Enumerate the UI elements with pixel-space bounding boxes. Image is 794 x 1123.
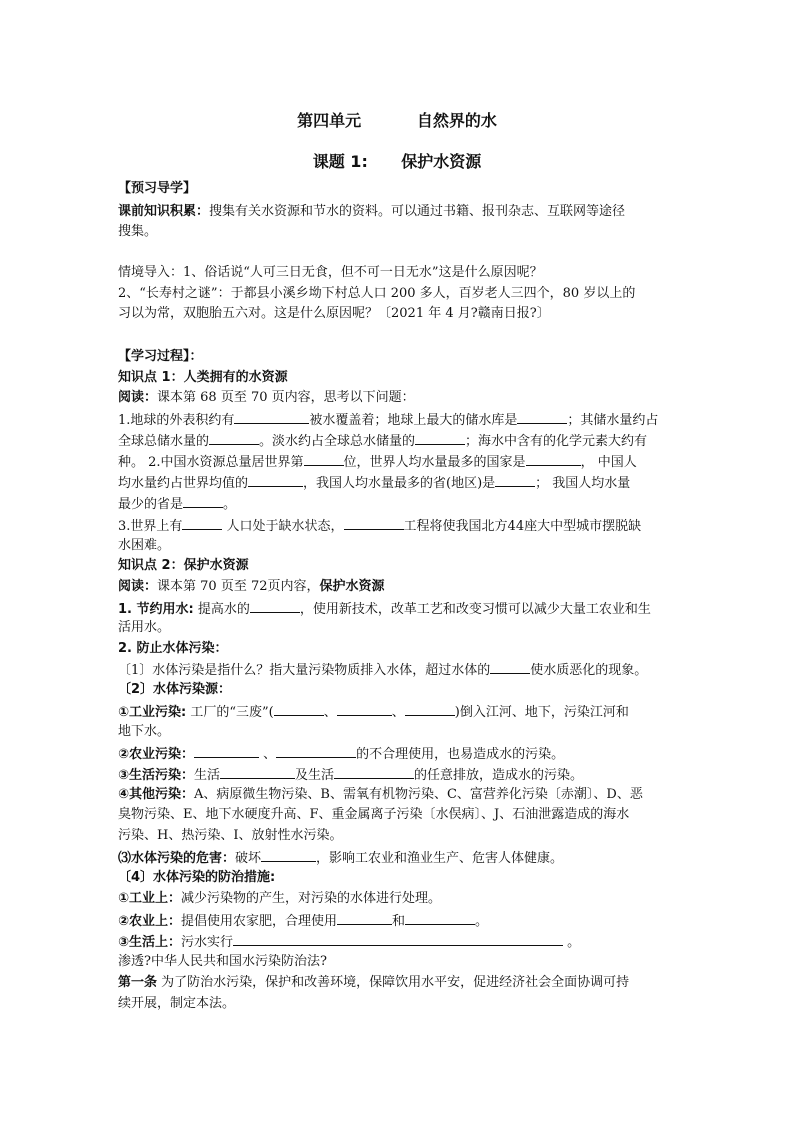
answer-blank[interactable] — [517, 410, 567, 424]
text: 的不合理使用，也易造成水的污染。 — [356, 747, 565, 762]
knowledge-line-1 — [118, 203, 678, 221]
text: ，使用新技术，改革工艺和改变习惯可以减少大量工农业和生 — [299, 602, 651, 617]
text: 为了防治水污染，保护和改善环境，保障饮用水平安，促进经济社会全面协调可持 — [157, 975, 630, 990]
text: 被水覆盖着；地球上最大的储水库是 — [309, 413, 518, 428]
text: 及生活 — [295, 768, 335, 783]
kp2-read-label: 阅读： — [118, 579, 158, 594]
answer-blank[interactable] — [182, 516, 222, 530]
life-label: ③生活污染： — [118, 768, 195, 783]
text: 〔1〕水体污染是指什么？指大量污染物质排入水体，超过水体的 — [118, 663, 491, 678]
agri-label: ②农业污染： — [118, 747, 195, 762]
scenario-2b: 习以为常，双胞胎五六对。这是什么原因呢？〔2021 年 4 月?赣南日报?〕 — [118, 306, 550, 321]
industrial-line-1 — [118, 702, 678, 722]
harm-label: ⑶水体污染的危害： — [118, 851, 236, 866]
other-line-1 — [118, 786, 678, 804]
kp1-read-line — [118, 389, 678, 407]
prevent-label: 2. 防止水体污染： — [118, 641, 228, 656]
harm-line — [118, 848, 678, 868]
knowledge-line-2: 搜集。 — [118, 224, 158, 239]
answer-blank[interactable] — [415, 431, 465, 445]
text: 减少污染物的产生，对污染的水体进行处理。 — [181, 891, 442, 906]
text: 使水质恶化的现象。 — [530, 663, 648, 678]
text: 提高水的 — [193, 602, 250, 617]
lesson-title: 课题 1: 保护水资源 — [312, 152, 482, 171]
kp2-read-bold: 保护水资源 — [319, 579, 385, 594]
text: 3.世界上有 — [118, 519, 183, 534]
industrial-label: ①工业污染: — [118, 705, 187, 720]
measure-agri-label: ②农业上： — [118, 914, 182, 929]
answer-blank[interactable] — [274, 702, 324, 716]
answer-blank[interactable] — [304, 452, 344, 466]
unit-title: 第四单元 自然界的水 — [297, 111, 497, 130]
save-water-line-1 — [118, 599, 678, 619]
answer-blank[interactable] — [220, 765, 295, 779]
other-line-3: 污染、H、热污染、I、放射性水污染。 — [118, 828, 343, 843]
text: ，影响工农业和渔业生产、危害人体健康。 — [316, 851, 564, 866]
answer-blank[interactable] — [405, 911, 475, 925]
text: 、 — [259, 747, 277, 762]
save-water-label: 1. 节约用水: — [118, 602, 194, 617]
text: 破坏 — [235, 851, 262, 866]
text: 的任意排放，造成水的污染。 — [414, 768, 584, 783]
text: 。淡水约占全球总水储量的 — [259, 434, 416, 449]
answer-blank[interactable] — [209, 431, 259, 445]
answer-blank[interactable] — [233, 932, 563, 946]
answer-blank[interactable] — [405, 702, 455, 716]
text: 均水量约占世界均值的 — [118, 476, 249, 491]
pollution-q1-line — [118, 660, 678, 680]
text: 生活 — [194, 768, 221, 783]
kp1-read-label: 阅读： — [118, 390, 158, 405]
kp1-title: 知识点 1：人类拥有的水资源 — [118, 370, 288, 385]
other-label: ④其他污染： — [118, 787, 195, 802]
kp1-q3-line-1 — [118, 516, 678, 536]
text: 、 — [391, 705, 405, 720]
kp1-q3-line-2: 水困难。 — [118, 538, 171, 553]
text: 最少的省是 — [118, 497, 184, 512]
measure-industry — [118, 890, 678, 908]
text: 污水实行 — [181, 935, 234, 950]
preview-heading: 【预习导学】 — [118, 181, 197, 196]
kp1-q1-line-5 — [118, 494, 678, 514]
measure-life-label: ③生活上： — [118, 935, 182, 950]
answer-blank[interactable] — [261, 848, 316, 862]
text: 工厂的“三废”( — [186, 705, 274, 720]
answer-blank[interactable] — [250, 599, 300, 613]
text: 人口处于缺水状态， — [222, 519, 344, 534]
answer-blank[interactable] — [234, 410, 309, 424]
law-title: 渗透?中华人民共和国水污染防治法? — [118, 954, 327, 969]
answer-blank[interactable] — [490, 660, 530, 674]
text: 。 — [475, 914, 489, 929]
sources-label: 〔2〕水体污染源： — [118, 682, 232, 697]
text: 。 — [223, 497, 237, 512]
kp1-read-text: 课本第 68 页至 70 页内容，思考以下问题： — [157, 390, 415, 405]
text: ；其储水量约占 — [567, 413, 659, 428]
text: 1.地球的外表积约有 — [118, 413, 235, 428]
answer-blank[interactable] — [183, 494, 223, 508]
answer-blank[interactable] — [248, 473, 303, 487]
kp2-read-line — [118, 578, 678, 596]
answer-blank[interactable] — [276, 744, 356, 758]
knowledge-text-1: 搜集有关水资源和节水的资料。可以通过书籍、报刊杂志、互联网等途径 — [209, 204, 626, 219]
law-article-1 — [118, 974, 678, 992]
kp1-q1-line-3 — [118, 452, 678, 472]
scenario-1: 情境导入：1、俗话说“人可三日无食，但不可一日无水”这是什么原因呢？ — [118, 265, 543, 280]
life-line — [118, 765, 678, 785]
text: 工程将使我国北方44座大中型城市摆脱缺 — [403, 519, 642, 534]
answer-blank[interactable] — [344, 516, 404, 530]
text: ；海水中含有的化学元素大约有 — [465, 434, 648, 449]
answer-blank[interactable] — [334, 765, 414, 779]
text: ，我国人均水量最多的省(地区)是 — [303, 476, 496, 491]
answer-blank[interactable] — [194, 744, 259, 758]
law-label: 第一条 — [118, 975, 158, 990]
text: )倒入江河、地下，污染江河和 — [454, 705, 629, 720]
text: 全球总储水量的 — [118, 434, 210, 449]
kp1-q1-line-4 — [118, 473, 678, 493]
process-heading: 【学习过程】： — [118, 349, 203, 364]
text: ， 中国人 — [580, 455, 637, 470]
scenario-2a: 2、“长寿村之谜”：于都县小溪乡坳下村总人口 200 多人，百岁老人三四个，80 岁以上的 — [118, 286, 636, 301]
kp1-q1-line-2 — [118, 431, 678, 451]
measure-life — [118, 932, 678, 952]
knowledge-label: 课前知识积累： — [118, 204, 210, 219]
law-article-2: 续开展，制定本法。 — [118, 996, 236, 1011]
text: 。 — [563, 935, 581, 950]
text: 、 — [323, 705, 337, 720]
answer-blank[interactable] — [495, 473, 535, 487]
kp1-q1-line-1 — [118, 410, 678, 430]
text: ； 我国人均水量 — [535, 476, 631, 491]
measures-label: 〔4〕水体污染的防治措施: — [118, 870, 276, 885]
kp2-title: 知识点 2：保护水资源 — [118, 558, 249, 573]
text: 和 — [392, 914, 406, 929]
answer-blank[interactable] — [337, 702, 392, 716]
agri-line — [118, 744, 678, 764]
save-water-line-2: 活用水。 — [118, 620, 171, 635]
measure-agri — [118, 911, 678, 931]
kp2-read-text: 课本第 70 页至 72页内容， — [157, 579, 320, 594]
answer-blank[interactable] — [526, 452, 581, 466]
measure-industry-label: ①工业上： — [118, 891, 182, 906]
industrial-line-2: 地下水。 — [118, 724, 171, 739]
text: 种。 2.中国水资源总量居世界第 — [118, 455, 304, 470]
text: A、病原微生物污染、B、需氧有机物污染、C、富营养化污染〔赤潮〕、D、恶 — [194, 787, 643, 802]
answer-blank[interactable] — [337, 911, 392, 925]
text: 提倡使用农家肥，合理使用 — [181, 914, 338, 929]
text: 位，世界人均水量最多的国家是 — [343, 455, 526, 470]
other-line-2: 臭物污染、E、地下水硬度升高、F、重金属离子污染〔水俣病〕、J、石油泄露造成的海水 — [118, 807, 630, 822]
